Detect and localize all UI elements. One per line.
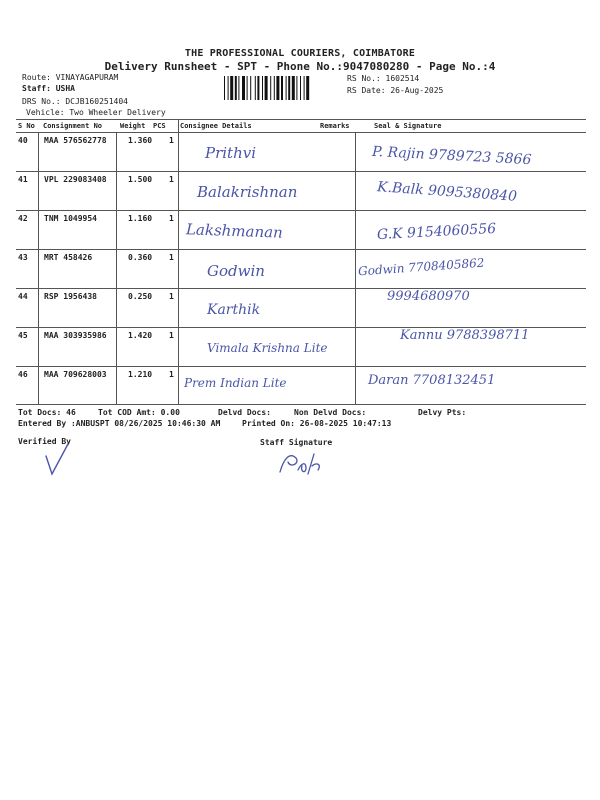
row-pcs: 1 xyxy=(169,331,174,340)
row-sno: 43 xyxy=(18,253,28,262)
row-consignee-handwriting: Prem Indian Lite xyxy=(184,376,287,390)
staff-info: Staff: USHA xyxy=(22,84,75,93)
row-consignment: MAA 303935986 xyxy=(44,331,107,340)
col-divider xyxy=(38,132,39,404)
row-consignee-handwriting: Lakshmanan xyxy=(185,220,284,242)
row-divider xyxy=(16,366,586,367)
row-consignee-handwriting: Prithvi xyxy=(205,144,257,162)
row-consignment: RSP 1956438 xyxy=(44,292,97,301)
non-delivered-docs: Non Delvd Docs: xyxy=(294,408,367,417)
staff-signature-mark xyxy=(276,448,326,478)
col-divider xyxy=(355,132,356,404)
row-sno: 46 xyxy=(18,370,28,379)
row-weight: 0.360 xyxy=(128,253,153,262)
table-top-border xyxy=(16,119,586,120)
row-signature-handwriting: P. Rajin 9789723 5866 xyxy=(371,143,532,169)
barcode-icon xyxy=(224,76,344,100)
col-divider xyxy=(178,119,179,404)
drs-number: DRS No.: DCJB160251404 xyxy=(22,97,128,106)
row-divider xyxy=(16,171,586,172)
verified-by-label: Verified By xyxy=(18,437,71,446)
entered-by: Entered By :ANBUSPT 08/26/2025 10:46:30 AM xyxy=(18,419,221,428)
col-header-pcs: PCS xyxy=(153,122,166,130)
row-weight: 1.210 xyxy=(128,370,153,379)
col-header-sno: S No xyxy=(18,122,35,130)
col-header-weight: Weight xyxy=(120,122,146,130)
row-consignment: MRT 458426 xyxy=(44,253,93,262)
vehicle-info: Vehicle: Two Wheeler Delivery xyxy=(26,108,166,117)
row-pcs: 1 xyxy=(169,214,174,223)
row-divider xyxy=(16,249,586,250)
row-signature-handwriting: Daran 7708132451 xyxy=(368,373,496,388)
staff-signature-label: Staff Signature xyxy=(260,438,333,447)
table-bottom-border xyxy=(16,404,586,405)
row-pcs: 1 xyxy=(169,292,174,301)
row-signature-handwriting: G.K 9154060556 xyxy=(376,220,497,244)
row-weight: 1.360 xyxy=(128,136,153,145)
row-divider xyxy=(16,288,586,289)
row-divider xyxy=(16,210,586,211)
row-sno: 44 xyxy=(18,292,28,301)
row-pcs: 1 xyxy=(169,136,174,145)
row-signature-handwriting: 9994680970 xyxy=(387,289,470,304)
col-divider xyxy=(116,132,117,404)
route-info: Route: VINAYAGAPURAM xyxy=(22,73,119,82)
row-consignee-handwriting: Vimala Krishna Lite xyxy=(207,341,328,355)
row-signature-handwriting: K.Balk 9095380840 xyxy=(376,179,518,205)
row-sno: 41 xyxy=(18,175,28,184)
col-header-remarks: Remarks xyxy=(320,122,350,130)
row-pcs: 1 xyxy=(169,175,174,184)
delivery-points: Delvy Pts: xyxy=(418,408,467,417)
row-consignee-handwriting: Godwin xyxy=(207,262,265,280)
row-consignment: MAA 709628003 xyxy=(44,370,107,379)
row-weight: 1.420 xyxy=(128,331,153,340)
runsheet-subtitle: Delivery Runsheet - SPT - Phone No.:9047080280 - Page No.:4 xyxy=(104,60,496,73)
total-docs: Tot Docs: 46 xyxy=(18,408,76,417)
rs-date: RS Date: 26-Aug-2025 xyxy=(347,86,444,95)
row-consignment: MAA 576562778 xyxy=(44,136,107,145)
rs-number: RS No.: 1602514 xyxy=(347,74,420,83)
col-header-consignee: Consignee Details xyxy=(180,122,252,130)
row-sno: 45 xyxy=(18,331,28,340)
col-header-consignment: Consignment No xyxy=(43,122,103,130)
row-weight: 1.500 xyxy=(128,175,153,184)
verified-checkmark-signature xyxy=(40,440,80,480)
row-pcs: 1 xyxy=(169,253,174,262)
row-consignment: TNM 1049954 xyxy=(44,214,97,223)
row-sno: 40 xyxy=(18,136,28,145)
row-pcs: 1 xyxy=(169,370,174,379)
total-cod-amount: Tot COD Amt: 0.00 xyxy=(98,408,180,417)
row-weight: 1.160 xyxy=(128,214,153,223)
col-header-seal-signature: Seal & Signature xyxy=(374,122,442,130)
printed-on: Printed On: 26-08-2025 10:47:13 xyxy=(242,419,392,428)
row-consignee-handwriting: Balakrishnan xyxy=(197,183,298,201)
delivered-docs: Delvd Docs: xyxy=(218,408,271,417)
row-consignment: VPL 229083408 xyxy=(44,175,107,184)
table-header-border xyxy=(16,132,586,133)
row-sno: 42 xyxy=(18,214,28,223)
row-signature-handwriting: Kannu 9788398711 xyxy=(400,328,530,343)
row-consignee-handwriting: Karthik xyxy=(207,302,261,318)
row-weight: 0.250 xyxy=(128,292,153,301)
row-signature-handwriting: Godwin 7708405862 xyxy=(357,255,485,279)
company-title: THE PROFESSIONAL COURIERS, COIMBATORE xyxy=(184,48,416,59)
